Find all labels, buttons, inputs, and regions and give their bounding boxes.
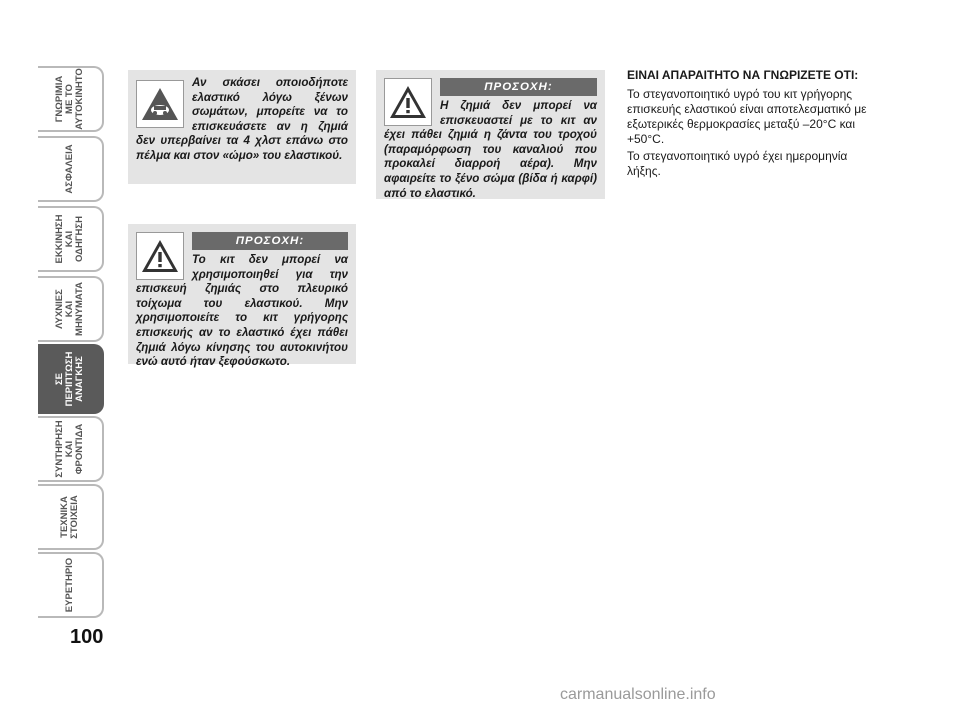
tab-maintenance[interactable] — [38, 416, 104, 482]
right-column — [627, 68, 867, 181]
tab-label: ΣΥΝΤΗΡΗΣΗ ΚΑΙ ΦΡΟΝΤΙΔΑ — [54, 420, 85, 478]
tab-label: ΕΚΚΙΝΗΣΗ ΚΑΙ ΟΔΗΓΗΣΗ — [54, 214, 85, 264]
warning-box-sidewall — [128, 224, 356, 369]
tyre-note-text: Αν σκάσει οποιοδήποτε ελαστικό λόγω ξένων σωμάτων, μπορείτε να το επισκευάσετε αν η ζημιά δεν υπερβαίνει τα 4 χλστ επάνω στο πέλμα και στον «ώμο» του ελαστικού. — [136, 76, 348, 162]
tab-label: ΛΥΧΝΙΕΣ ΚΑΙ ΜΗΝΥΜΑΤΑ — [54, 282, 85, 336]
warning-text: Η ζημιά δεν μπορεί να επισκευαστεί με το κιτ αν έχει πάθει ζημιά η ζάντα του τροχού (παραμόρφωση του καναλιού που προκαλεί διαρροή αέρα). Μην αφαιρείτε το ξένο σώμα (βίδα ή καρφί) από το ελαστικό. — [384, 99, 597, 200]
watermark: carmanualsonline.info — [560, 686, 716, 703]
tab-warning-lights[interactable] — [38, 276, 104, 342]
tab-label: ΤΕΧΝΙΚΑ ΣΤΟΙΧΕΙΑ — [59, 495, 80, 539]
tab-label: ΣΕ ΠΕΡΙΠΤΩΣΗ ΑΝΑΓΚΗΣ — [54, 351, 85, 407]
warning-title: ΠΡΟΣΟΧΗ: — [192, 232, 348, 250]
paragraph: Το στεγανοποιητικό υγρό του κιτ γρήγορης επισκευής ελαστικού είναι αποτελεσματικό με εξωτερικές θερμοκρασίες μεταξύ –20°C και +50°C. — [627, 87, 867, 146]
tyre-note-box — [128, 70, 356, 184]
tab-technical-data[interactable] — [38, 484, 104, 550]
tab-starting-driving[interactable] — [38, 206, 104, 272]
section-heading: ΕΙΝΑΙ ΑΠΑΡΑΙΤΗΤΟ ΝΑ ΓΝΩΡΙΖΕΤΕ ΟΤΙ: — [627, 68, 859, 82]
tyre-warning-icon — [136, 80, 184, 128]
paragraph: Το στεγανοποιητικό υγρό έχει ημερομηνία λήξης. — [627, 149, 848, 178]
warning-box-rim — [376, 70, 605, 199]
page-number: 100 — [70, 626, 104, 648]
tab-label: ΑΣΦΑΛΕΙΑ — [64, 144, 75, 194]
warning-title: ΠΡΟΣΟΧΗ: — [440, 78, 597, 96]
tab-getting-to-know[interactable] — [38, 66, 104, 132]
warning-triangle-icon — [136, 232, 184, 280]
tab-index[interactable] — [38, 552, 104, 618]
tab-safety[interactable] — [38, 136, 104, 202]
tab-label: ΓΝΩΡΙΜΙΑ ΜΕ ΤΟ ΑΥΤΟΚΙΝΗΤΟ — [54, 68, 85, 130]
tab-emergency[interactable] — [38, 344, 104, 414]
tab-label: ΕΥΡΕΤΗΡΙΟ — [64, 557, 75, 613]
warning-triangle-icon — [384, 78, 432, 126]
warning-text: Το κιτ δεν μπορεί να χρησιμοποιηθεί για την επισκευή ζημιάς στο πλευρικό τοίχωμα του ελαστικού. Μην χρησιμοποιείτε το κιτ γρήγορης επισκευής αν το ελαστικό έχει πάθει ζημιά λόγω κίνησης του αυτοκινήτου ενώ αυτό ήταν ξεφούσκωτο. — [136, 253, 348, 369]
